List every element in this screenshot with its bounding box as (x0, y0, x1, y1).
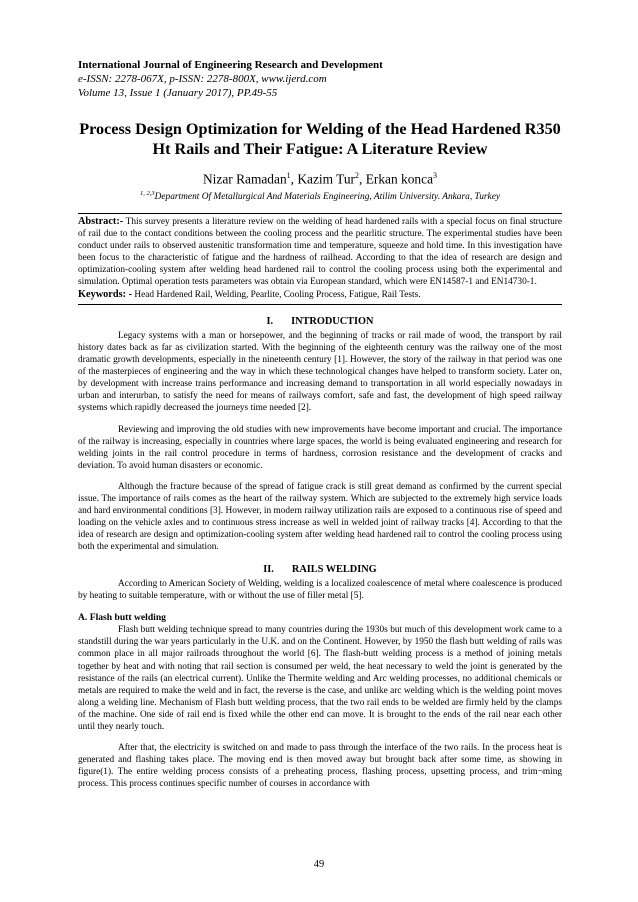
journal-name: International Journal of Engineering Research and Development (78, 59, 383, 71)
body-paragraph: According to American Society of Welding, welding is a localized coalescence of metal where coalescence is produced by heating to suitable temperature, with or without the use of filler metal [5]. (78, 579, 562, 602)
paper-title: Process Design Optimization for Welding of the Head Hardened R350 Ht Rails and Their Fatigue: A Literature Review (79, 120, 561, 158)
journal-header (78, 58, 562, 100)
author-sup: 3 (433, 171, 438, 180)
author-name: Kazim Tur (297, 171, 356, 187)
author-sup: 2 (355, 171, 360, 180)
author-name: Nizar Ramadan (202, 171, 287, 187)
body-paragraph: After that, the electricity is switched on and made to pass through the interface of the two rails. In the process heat is generated and flashing takes place. The moving end is then moved away but brought back after some time, as showing in figure(1). The entire welding process consists of a preheating process, flashing process, upsetting process, and trim¬ming process. This process continues specific number of courses in accordance with (78, 743, 562, 790)
body-paragraph: Flash butt welding technique spread to many countries during the 1930s but much of this development work came to a standstill during the war years particularly in the U.K. and on the Continent. However, by 1950 the flash butt welding of rails was common place in all major railroads throughout the world [6]. The flash-butt welding process is a method of joining metals together by heat and with noting that rail section is consumed per weld, the heat necessary to weld the joint is generated by the resistance of the rails (an electrical current). Unlike the Thermite welding and Arc welding processes, no additional chemicals or metals are required to make the weld and in fact, the reverse is the case, and unlike arc welding which is the welding point moves along a welding line. Mechanism of Flash butt welding process, that the two rail ends to be welded are firmly held by the clamps of the machine. One side of rail end is fixed while the other end can move. It is brought to the ends of the rail near each other until they nearly touch. (78, 625, 562, 732)
page-number: 49 (313, 859, 325, 870)
paper-page (78, 58, 562, 800)
section-number: I. (266, 315, 274, 327)
section-title: INTRODUCTION (291, 315, 374, 327)
author-name: Erkan konca (365, 171, 434, 187)
section-heading-rails-welding (78, 563, 562, 576)
body-paragraph: Legacy systems with a man or horsepower, and the beginning of tracks or rail made of wood, the transport by rail history dates back as far as civilization started. With the beginning of the eighteenth century was the railway one of the most dramatic growth developments, especially in the nineteenth century [1]. However, the story of the railway in that period was one of the masterpieces of engineering and the way in which these technological changes have helped to transform society. Later on, by development with increase trains performance and increasing demand to transportation in all world especially nowadays in urban and interurban, to satisfy the need for means of railways comfort, safe and fast, the development of high speed railway systems which rapidly decreased the journeys time needed [2]. (78, 330, 562, 414)
journal-volume: Volume 13, Issue 1 (January 2017), PP.49-55 (78, 87, 278, 99)
affiliation-sup: 1, 2,3 (139, 190, 155, 198)
author-list: Nizar Ramadan$^1$, Kazim Tur$^2$, Erkan konca$^3$ (202, 171, 438, 187)
author-sup: 1 (286, 171, 291, 180)
abstract-label: Abstract:- (78, 215, 124, 227)
keywords (78, 288, 562, 304)
subsection-heading: A. Flash butt welding (78, 612, 166, 624)
journal-issn: e-ISSN: 2278-067X, p-ISSN: 2278-800X, www.ijerd.com (78, 73, 327, 85)
abstract-bottom-rule (78, 304, 562, 305)
body-paragraph: Reviewing and improving the old studies with new improvements have become important and crucial. The importance of the railway is increasing, especially in countries where large spaces, the world is being evaluated engineering and research for welding joints in the rail control procedure in terms of hardness, corrosion resistance and the development of cracks and deviation. To avoid human disasters or economic. (78, 424, 562, 471)
keywords-text: Head Hardened Rail, Welding, Pearlite, Cooling Process, Fatigue, Rail Tests. (134, 289, 421, 300)
body-paragraph: Although the fracture because of the spread of fatigue crack is still great demand as confirmed by the current special issue. The importance of rails comes as the heart of the railway system. Which are subjected to the extremely high service loads and hard environmental conditions [3]. However, in modern railway utilization rails are exposed to a continuous rise of speed and loading on the vehicle axles and to continuous stress increase as well in welded joint of railway tracks [4]. According to that the idea of research are design and optimization-cooling system after welding head hardened rail to control the cooling process using both the experimental and simulation. (78, 481, 562, 553)
section-title: RAILS WELDING (291, 564, 377, 576)
abstract (78, 214, 562, 288)
section-number: II. (263, 564, 274, 576)
affiliation (78, 188, 562, 203)
keywords-label: Keywords: - (78, 288, 133, 300)
affiliation-text: Department Of Metallurgical And Materials Engineering, Atilim University. Ankara, Turkey (154, 192, 501, 203)
section-heading-introduction (78, 315, 562, 328)
abstract-text: This survey presents a literature review on the welding of head hardened rails with a special focus on final structure of rail due to the contact conditions between the cooling process and the pearlitic structure. The experimental studies have been conduct under rails to observed austenitic transformation time and temperature, squeeze and hold time. In this investigation have been focus to the characteristic of fatigue and the hardness of railhead. According to that the idea of research are design and optimization-cooling system after welding head hardened rail to control the cooling process using both the experimental and simulation. Optimal operation tests parameters was obtain via European standard, which were EN14587-1 and EN14730-1. (78, 216, 563, 287)
